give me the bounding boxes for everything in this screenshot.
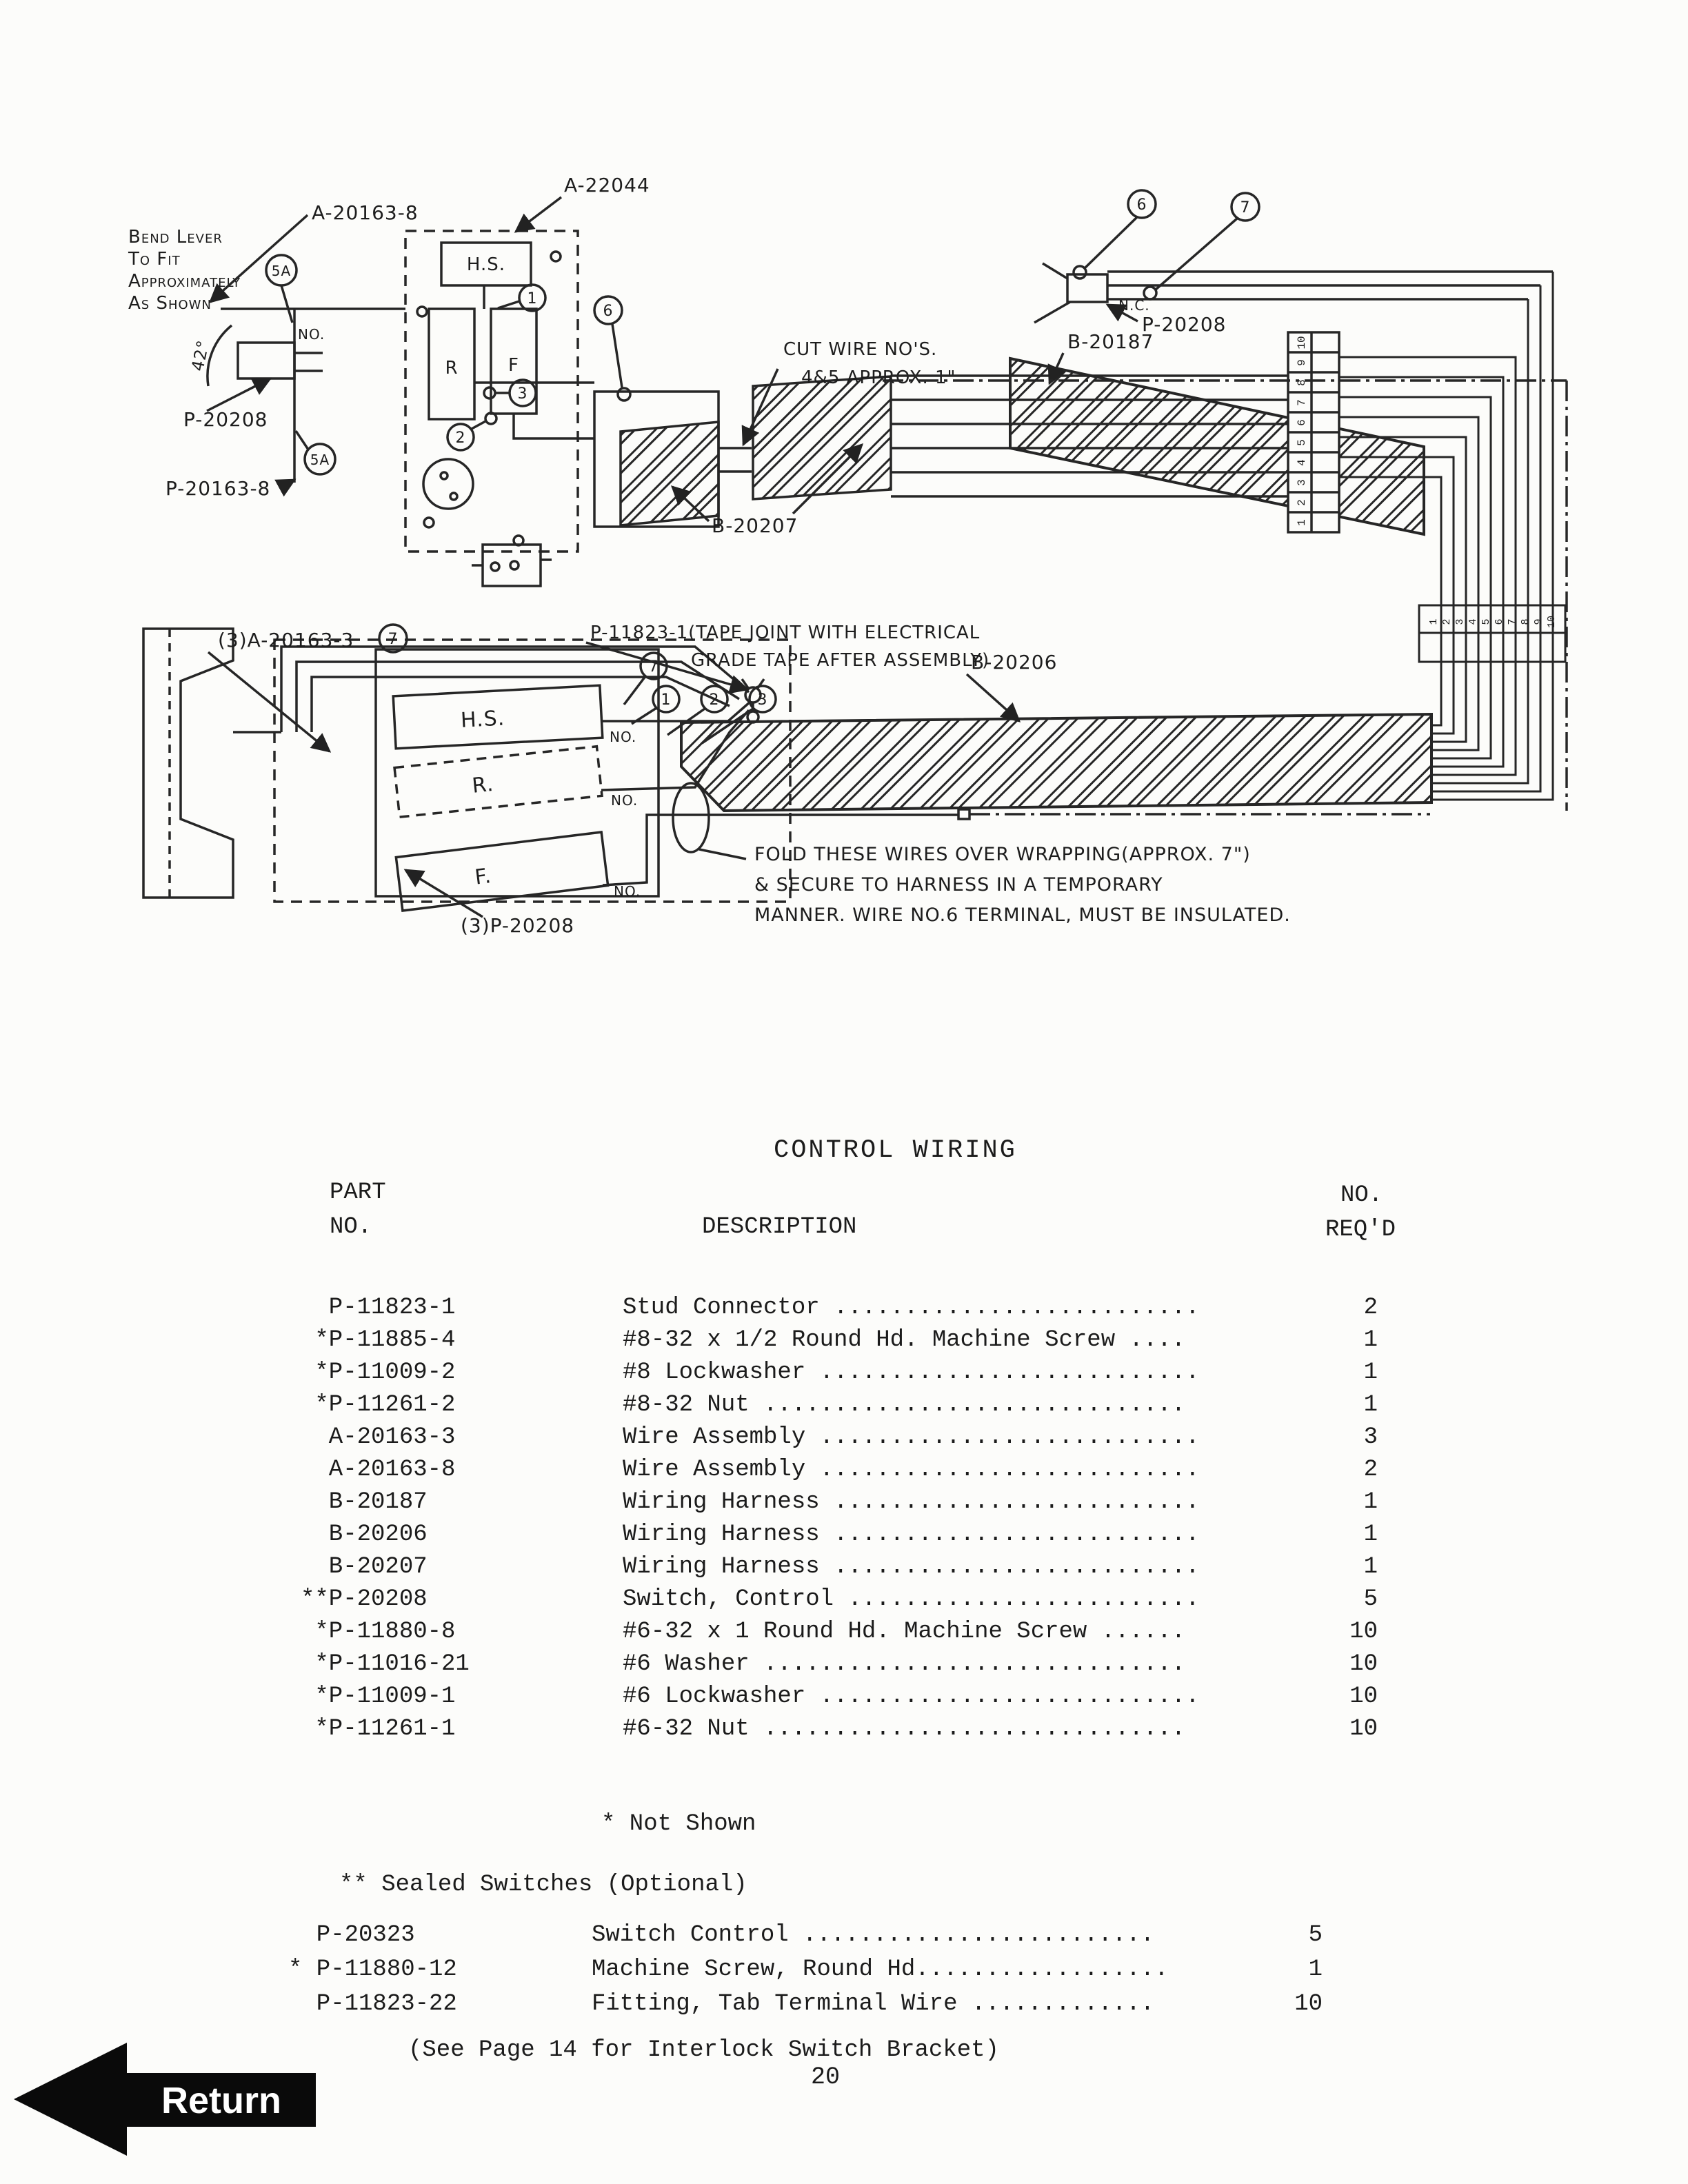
label-hs-lower: H.S. [460,706,506,733]
bend-lever-note-line1: Bend Lever [128,227,223,247]
part-description: Switch, Control ......................... [623,1586,1200,1612]
part-description: Wiring Harness .......................... [623,1554,1200,1580]
part-qty: 1 [1363,1554,1378,1580]
part-number: *P-11016-21 [301,1651,470,1677]
callout-6: 6 [603,303,614,320]
callout-1-2: 1 [661,691,672,709]
harness-wrap-2 [753,376,891,499]
part-number: P-11823-22 [288,1991,457,2017]
part-number: B-20187 [301,1489,428,1515]
tape-joint-note-line1: P-11823-1(TAPE JOINT WITH ELECTRICAL [590,623,981,643]
part-number: P-20323 [288,1922,415,1948]
table-row [0,1684,1688,1716]
callout-3-2: 3 [757,691,768,709]
table-row [0,1716,1688,1748]
part-description: Switch Control ......................... [592,1922,1155,1948]
label-p20208-bottom: (3)P-20208 [461,914,575,937]
callout-7: 7 [1240,199,1251,216]
harness-wrap-1 [621,422,719,525]
part-description: Fitting, Tab Terminal Wire ............. [592,1991,1155,2017]
svg-text:9: 9 [1533,618,1545,625]
label-p20163-8: P-20163-8 [165,477,271,500]
header-description: DESCRIPTION [702,1214,857,1240]
control-switch-left [238,343,294,378]
part-description: Wiring Harness .......................... [623,1521,1200,1548]
label-b20187: B-20187 [1067,330,1154,353]
table-row [0,1424,1688,1457]
tape-joint-note-line2: GRADE TAPE AFTER ASSEMBLY) [691,650,990,671]
part-number: * P-11880-12 [288,1957,457,1983]
part-qty: 1 [1363,1521,1378,1548]
svg-text:4: 4 [1296,459,1308,466]
header-part-line1: PART [330,1180,386,1206]
wire-band-numbers [1428,616,1558,628]
callout-2-2: 2 [709,691,720,709]
label-5a-2: 5A [310,452,330,468]
f-terminal-box-lower [396,832,607,911]
part-number: *P-11009-1 [301,1684,456,1710]
part-qty: 1 [1363,1392,1378,1418]
harness-b20187 [1010,358,1424,534]
svg-text:6: 6 [1296,419,1308,426]
label-no-f: NO. [614,883,641,900]
svg-text:4: 4 [1467,618,1479,625]
svg-text:5: 5 [1296,439,1308,446]
label-f-lower: F. [473,864,493,890]
folded-wire-loop [673,783,709,852]
label-p20208-right: P-20208 [1142,313,1227,336]
svg-text:1: 1 [1296,519,1308,526]
label-r-lower: R. [470,771,495,798]
svg-text:8: 8 [1296,379,1308,386]
svg-text:9: 9 [1296,359,1308,366]
part-number: B-20207 [301,1554,428,1580]
mounting-bracket [143,629,233,898]
upper-left-switch-assembly [128,201,419,500]
part-number: *P-11261-1 [301,1716,456,1742]
table-row [0,1295,1688,1327]
lever-hub [423,459,473,509]
bend-lever-note-line2: To Fit [128,249,181,270]
fold-note-line1: FOLD THESE WIRES OVER WRAPPING(APPROX. 7") [754,844,1251,865]
label-5a: 5A [271,263,292,279]
table-row [0,1957,1688,1991]
svg-text:7: 7 [1296,399,1308,406]
label-42-degrees: 42° [188,338,214,373]
parts-table [0,1295,1688,1748]
svg-text:5: 5 [1480,618,1492,625]
label-a22044: A-22044 [564,174,650,196]
table-row [0,1554,1688,1586]
part-description: #8-32 Nut .............................. [623,1392,1186,1418]
callout-6-2: 6 [1136,196,1147,214]
part-qty: 10 [1349,1716,1378,1742]
part-qty: 5 [1363,1586,1378,1612]
sealed-switches-note: ** Sealed Switches (Optional) [339,1872,747,1898]
part-description: Machine Screw, Round Hd.................. [592,1957,1169,1983]
part-number: **P-20208 [301,1586,428,1612]
label-r-upper: R [445,358,459,378]
table-row [0,1521,1688,1554]
label-a20163-3: (3)A-20163-3 [218,629,354,651]
callout-1: 1 [527,290,538,307]
not-shown-note: * Not Shown [601,1811,756,1837]
svg-text:1: 1 [1428,618,1440,625]
label-p20208-left: P-20208 [183,408,268,431]
bend-lever-note-line3: Approximately [128,271,241,292]
see-page-note: (See Page 14 for Interlock Switch Bracket) [408,2037,999,2063]
svg-text:2: 2 [1441,618,1453,625]
part-description: #8 Lockwasher ........................... [623,1359,1200,1386]
part-description: #6-32 x 1 Round Hd. Machine Screw ...... [623,1619,1186,1645]
page-number: 20 [811,2063,841,2091]
table-row [0,1922,1688,1957]
header-part-line2: NO. [330,1214,372,1240]
table-row [0,1327,1688,1359]
cut-wire-note-line2: 4&5 APPROX. 1" [801,367,956,388]
header-qty-line1: NO. [1340,1182,1383,1209]
part-number: B-20206 [301,1521,428,1548]
table-row [0,1457,1688,1489]
fold-note-line3: MANNER. WIRE NO.6 TERMINAL, MUST BE INSULATED. [754,904,1291,926]
label-hs-upper: H.S. [466,254,506,275]
table-row [0,1586,1688,1619]
part-qty: 1 [1363,1489,1378,1515]
label-no-upper: NO. [298,326,325,343]
table-row [0,1489,1688,1521]
wiring-diagram [0,0,1688,1007]
label-no-hs: NO. [610,729,637,745]
part-qty: 10 [1349,1651,1378,1677]
table-row [0,1991,1688,2025]
bend-lever-note-line4: As Shown [128,293,212,314]
part-description: #8-32 x 1/2 Round Hd. Machine Screw .... [623,1327,1186,1353]
svg-text:10: 10 [1296,336,1308,350]
part-description: #6-32 Nut .............................. [623,1716,1186,1742]
part-qty: 2 [1363,1457,1378,1483]
callout-7-3: 7 [388,631,399,648]
svg-text:2: 2 [1296,499,1308,506]
optional-parts-table [0,1922,1688,2025]
return-button[interactable] [10,2030,327,2168]
header-qty-line2: REQ'D [1325,1217,1396,1243]
svg-text:7: 7 [1507,618,1518,625]
part-qty: 10 [1349,1684,1378,1710]
table-row [0,1619,1688,1651]
part-number: A-20163-8 [301,1457,456,1483]
label-f-upper: F [508,355,519,376]
svg-text:6: 6 [1494,618,1505,625]
nc-switch [1067,274,1107,302]
svg-text:10: 10 [1546,615,1558,629]
part-qty: 1 [1363,1327,1378,1353]
svg-text:8: 8 [1520,618,1531,625]
label-a20163-8: A-20163-8 [312,201,419,224]
part-qty: 1 [1308,1957,1323,1983]
part-description: Wire Assembly ........................... [623,1424,1200,1450]
table-row [0,1392,1688,1424]
label-b20206: B-20206 [971,651,1058,674]
part-description: #6 Washer .............................. [623,1651,1186,1677]
label-no-r: NO. [611,792,639,809]
part-qty: 5 [1308,1922,1323,1948]
part-number: *P-11009-2 [301,1359,456,1386]
svg-text:3: 3 [1296,479,1308,486]
part-qty: 10 [1349,1619,1378,1645]
part-description: Wiring Harness .......................... [623,1489,1200,1515]
callout-7-2: 7 [648,658,659,676]
fold-note-line2: & SECURE TO HARNESS IN A TEMPORARY [754,874,1163,896]
part-number: *P-11261-2 [301,1392,456,1418]
callout-2: 2 [455,429,466,447]
part-description: Stud Connector .......................... [623,1295,1200,1321]
part-number: P-11823-1 [301,1295,456,1321]
harness-b20206 [681,714,1431,811]
table-row [0,1359,1688,1392]
callout-3: 3 [517,385,528,403]
part-number: A-20163-3 [301,1424,456,1450]
r-terminal-box-lower [394,747,602,817]
label-nc: N.C. [1118,297,1150,314]
part-qty: 3 [1363,1424,1378,1450]
section-title: CONTROL WIRING [774,1136,1017,1165]
part-qty: 1 [1363,1359,1378,1386]
cut-wire-note-line1: CUT WIRE NO'S. [783,339,938,360]
table-row [0,1651,1688,1684]
part-qty: 2 [1363,1295,1378,1321]
svg-text:3: 3 [1454,618,1466,625]
part-number: *P-11885-4 [301,1327,456,1353]
part-description: Wire Assembly ........................... [623,1457,1200,1483]
part-qty: 10 [1294,1991,1323,2017]
part-description: #6 Lockwasher ........................... [623,1684,1200,1710]
label-b20207: B-20207 [712,514,798,537]
part-number: *P-11880-8 [301,1619,456,1645]
return-button-label: Return [161,2080,281,2121]
